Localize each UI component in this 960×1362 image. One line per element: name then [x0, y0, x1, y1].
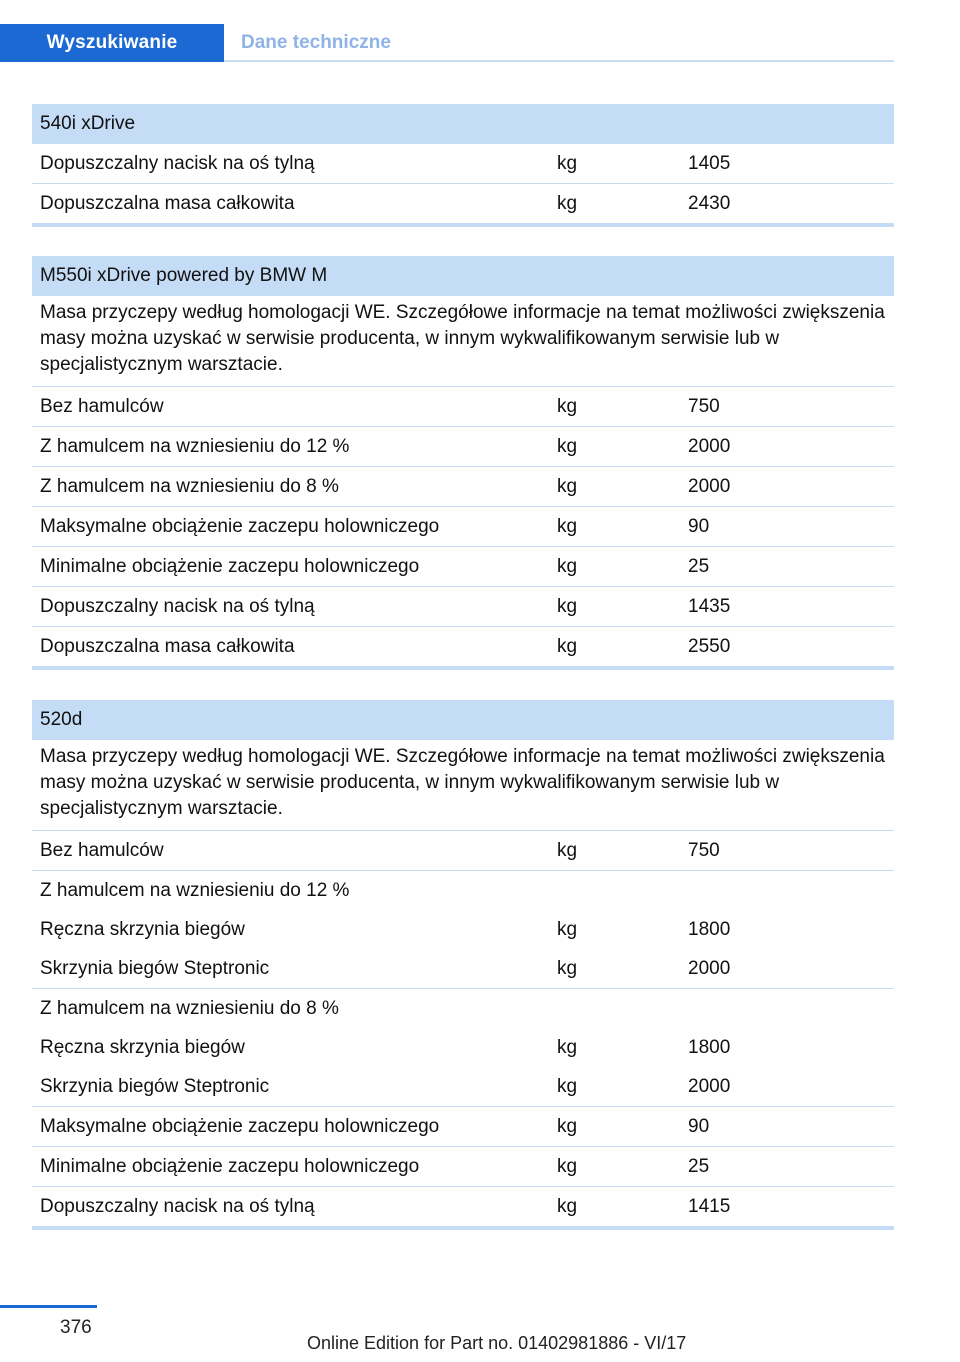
edition-note: Online Edition for Part no. 01402981886 - VI/17	[307, 1333, 687, 1353]
table-row	[32, 831, 894, 871]
row-unit: kg	[557, 475, 578, 497]
table-group-heading	[32, 871, 894, 910]
row-unit: kg	[557, 1195, 578, 1217]
row-label: Maksymalne obciążenie zaczepu holowniczego	[40, 1115, 440, 1137]
spec-table-m550i	[32, 256, 894, 670]
spec-table-540i	[32, 104, 894, 227]
row-unit: kg	[557, 635, 578, 657]
table-row	[32, 910, 894, 949]
row-label: Dopuszczalny nacisk na oś tylną	[40, 152, 315, 174]
row-unit: kg	[557, 555, 578, 577]
table-header: 520d	[32, 700, 894, 740]
row-value: 2550	[688, 635, 731, 657]
table-row	[32, 467, 894, 507]
table-row	[32, 627, 894, 666]
row-label: Ręczna skrzynia biegów	[40, 918, 245, 940]
table-row	[32, 1187, 894, 1226]
row-label: Skrzynia biegów Steptronic	[40, 957, 270, 979]
table-row	[32, 587, 894, 627]
table-row	[32, 547, 894, 587]
row-label: Dopuszczalny nacisk na oś tylną	[40, 1195, 315, 1217]
row-label: Dopuszczalny nacisk na oś tylną	[40, 595, 315, 617]
table-end-divider	[32, 223, 894, 227]
group-label: Z hamulcem na wzniesieniu do 8 %	[40, 997, 339, 1019]
table-note: Masa przyczepy według homologacji WE. Szczegółowe informacje na temat możliwości zwiększenia masy można uzyskać w serwisie producenta, w innym wykwalifikowanym serwisie lub w specjalistycznym warsztacie.	[32, 296, 894, 387]
row-label: Ręczna skrzynia biegów	[40, 1036, 245, 1058]
table-note: Masa przyczepy według homologacji WE. Szczegółowe informacje na temat możliwości zwiększenia masy można uzyskać w serwisie producenta, w innym wykwalifikowanym serwisie lub w specjalistycznym warsztacie.	[32, 740, 894, 831]
table-row	[32, 1107, 894, 1147]
row-value: 750	[688, 839, 720, 861]
row-label: Z hamulcem na wzniesieniu do 8 %	[40, 475, 339, 497]
row-value: 2000	[688, 957, 731, 979]
table-row	[32, 1067, 894, 1107]
tab-technical-data[interactable]: Dane techniczne	[241, 32, 391, 53]
row-label: Skrzynia biegów Steptronic	[40, 1075, 270, 1097]
group-label: Z hamulcem na wzniesieniu do 12 %	[40, 879, 350, 901]
table-row	[32, 1147, 894, 1187]
table-end-divider	[32, 666, 894, 670]
row-value: 2000	[688, 435, 731, 457]
row-unit: kg	[557, 152, 578, 174]
row-unit: kg	[557, 435, 578, 457]
table-row	[32, 144, 894, 184]
row-value: 2000	[688, 1075, 731, 1097]
table-row	[32, 507, 894, 547]
row-value: 1800	[688, 1036, 731, 1058]
tab-search[interactable]: Wyszukiwanie	[0, 24, 224, 62]
row-value: 1415	[688, 1195, 731, 1217]
row-unit: kg	[557, 1075, 578, 1097]
row-value: 90	[688, 1115, 710, 1137]
table-header: M550i xDrive powered by BMW M	[32, 256, 894, 296]
row-value: 1800	[688, 918, 731, 940]
page-number: 376	[60, 1317, 92, 1338]
table-group-heading	[32, 989, 894, 1028]
row-value: 1405	[688, 152, 731, 174]
row-unit: kg	[557, 515, 578, 537]
row-unit: kg	[557, 1036, 578, 1058]
table-end-divider	[32, 1226, 894, 1230]
table-row	[32, 949, 894, 989]
row-value: 90	[688, 515, 710, 537]
top-nav	[0, 24, 894, 62]
table-header: 540i xDrive	[32, 104, 894, 144]
row-label: Minimalne obciążenie zaczepu holowniczego	[40, 555, 420, 577]
row-value: 1435	[688, 595, 731, 617]
row-label: Minimalne obciążenie zaczepu holowniczego	[40, 1155, 420, 1177]
row-label: Dopuszczalna masa całkowita	[40, 635, 295, 657]
row-label: Bez hamulców	[40, 395, 164, 417]
row-label: Bez hamulców	[40, 839, 164, 861]
row-unit: kg	[557, 918, 578, 940]
row-value: 750	[688, 395, 720, 417]
footer-accent-line	[0, 1305, 97, 1308]
row-value: 2430	[688, 192, 731, 214]
table-row	[32, 387, 894, 427]
row-unit: kg	[557, 839, 578, 861]
row-unit: kg	[557, 395, 578, 417]
row-unit: kg	[557, 1155, 578, 1177]
row-value: 2000	[688, 475, 731, 497]
row-unit: kg	[557, 595, 578, 617]
row-label: Z hamulcem na wzniesieniu do 12 %	[40, 435, 350, 457]
table-row	[32, 1028, 894, 1067]
table-row	[32, 427, 894, 467]
row-value: 25	[688, 1155, 710, 1177]
spec-table-520d	[32, 700, 894, 1230]
row-unit: kg	[557, 1115, 578, 1137]
row-unit: kg	[557, 957, 578, 979]
row-label: Dopuszczalna masa całkowita	[40, 192, 295, 214]
row-unit: kg	[557, 192, 578, 214]
row-label: Maksymalne obciążenie zaczepu holowniczego	[40, 515, 440, 537]
table-row	[32, 184, 894, 223]
row-value: 25	[688, 555, 710, 577]
